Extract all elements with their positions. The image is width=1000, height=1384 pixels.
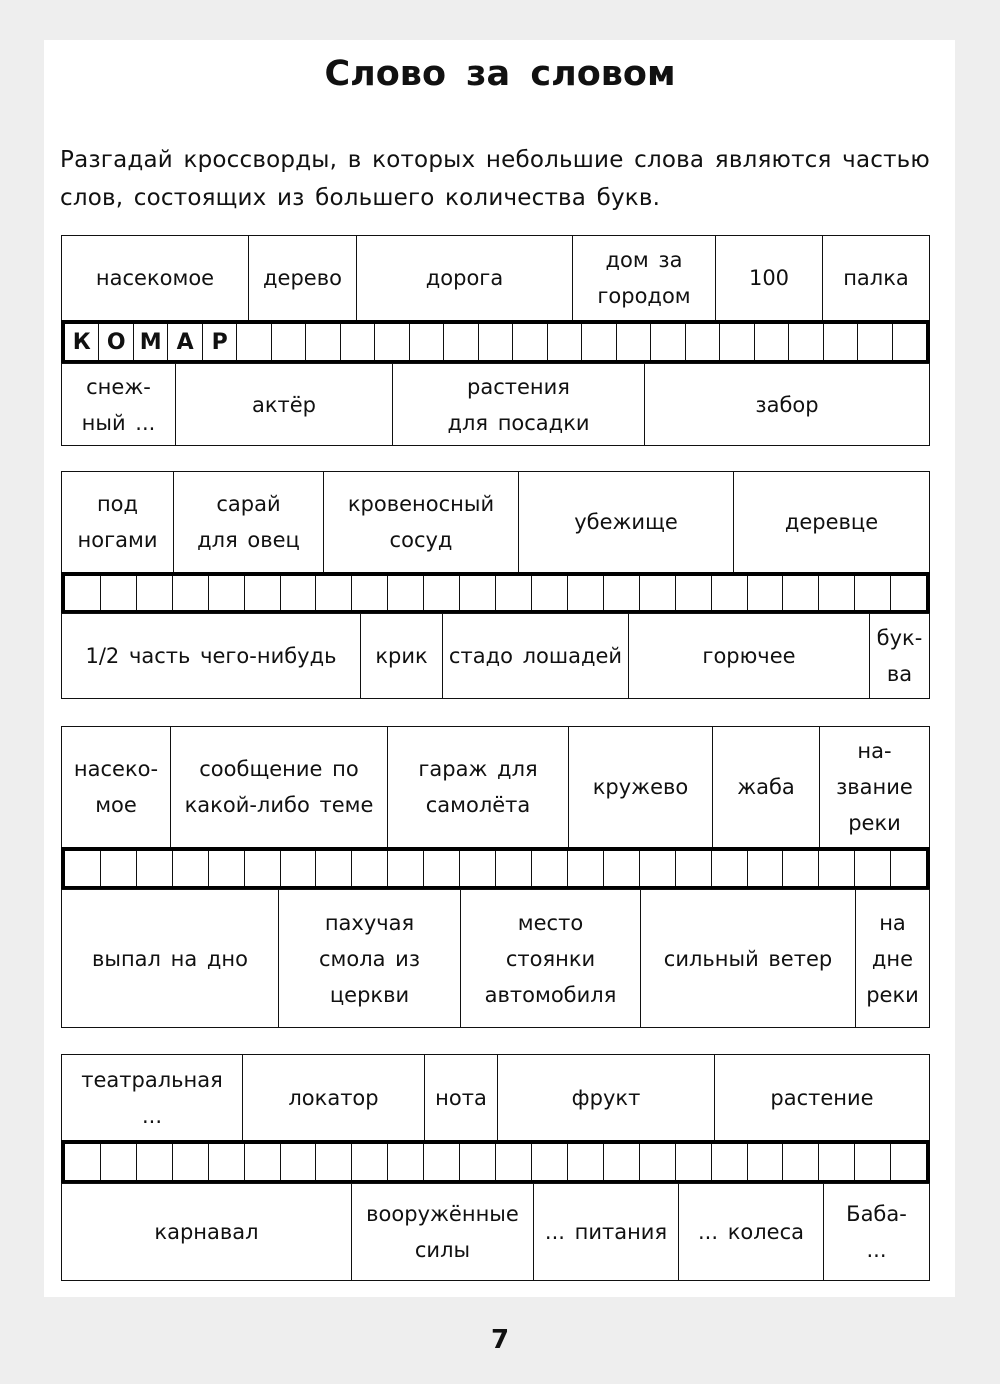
clue: палка [843,266,909,290]
letter-cell[interactable] [460,576,496,610]
letter-cell[interactable] [388,576,424,610]
page-number: 7 [490,1325,510,1355]
clue: растение [770,1085,874,1110]
letter-cell[interactable] [424,851,460,886]
letter-cell[interactable] [281,576,317,610]
letter-cell[interactable] [496,851,532,886]
clue: актёр [176,364,393,445]
puzzle-1-bottom-clues [61,363,930,446]
letter-cell[interactable] [568,576,604,610]
letter-cell[interactable] [316,851,352,886]
letter-cell[interactable] [101,1144,137,1180]
clue: горючее [629,614,870,698]
letter-cell[interactable] [375,324,409,360]
letter-cell[interactable]: Р [203,324,237,360]
letter-cell[interactable] [137,1144,173,1180]
clue: нота [425,1055,498,1140]
letter-cell[interactable] [712,1144,748,1180]
letter-cell[interactable] [568,851,604,886]
letter-cell[interactable] [824,324,858,360]
letter-cell[interactable] [65,1144,101,1180]
clue: бук- ва [876,626,923,686]
letter-cell[interactable] [783,1144,819,1180]
clue: театральная ... [62,1055,243,1140]
clue: 1/2 часть чего-нибудь [62,614,361,698]
clue: карнавал [62,1184,352,1280]
letter-cell[interactable] [101,576,137,610]
letter-cell[interactable] [855,1144,891,1180]
letter-cell[interactable] [676,1144,712,1180]
letter-cell[interactable] [209,576,245,610]
clue: сарай для овец [174,472,324,572]
letter-cell[interactable]: А [168,324,202,360]
letter-cell[interactable] [513,324,547,360]
letter-cell[interactable] [101,851,137,886]
letter-cell[interactable] [173,851,209,886]
clue: ... колеса [679,1184,824,1280]
page-title: Слово за словом [324,54,676,94]
letter-cell[interactable] [209,851,245,886]
letter-cell[interactable] [424,1144,460,1180]
letter-cell[interactable] [532,851,568,886]
letter-cell[interactable] [496,576,532,610]
letter-cell[interactable] [532,576,568,610]
puzzle-4-letter-row [61,1140,930,1184]
letter-cell[interactable] [783,851,819,886]
letter-cell[interactable] [424,576,460,610]
clue: насекомое [62,236,249,320]
letter-cell[interactable] [604,576,640,610]
letter-cell[interactable] [783,576,819,610]
letter-cell[interactable] [748,1144,784,1180]
letter-cell[interactable] [173,1144,209,1180]
clue: фрукт [498,1055,715,1140]
clue: место стоянки автомобиля [461,890,641,1027]
letter-cell[interactable] [306,324,340,360]
letter-cell[interactable] [281,851,317,886]
letter-cell[interactable] [548,324,582,360]
letter-cell[interactable] [245,576,281,610]
letter-cell[interactable] [604,1144,640,1180]
letter-cell[interactable]: М [134,324,168,360]
letter-cell[interactable] [388,1144,424,1180]
clue: пахучая смола из церкви [279,890,461,1027]
letter-cell[interactable] [568,1144,604,1180]
clue: сообщение по какой-либо теме [171,727,388,847]
letter-cell[interactable] [819,576,855,610]
letter-cell[interactable] [893,324,926,360]
letter-cell[interactable]: О [99,324,133,360]
letter-cell[interactable] [479,324,513,360]
puzzle-4-bottom-clues [61,1183,930,1281]
letter-cell[interactable] [748,851,784,886]
letter-cell[interactable] [173,576,209,610]
letter-cell[interactable] [819,1144,855,1180]
letter-cell[interactable] [137,576,173,610]
clue: кружево [569,727,713,847]
letter-cell[interactable] [755,324,789,360]
letter-cell[interactable] [532,1144,568,1180]
letter-cell[interactable] [272,324,306,360]
letter-cell[interactable] [789,324,823,360]
letter-cell[interactable] [352,851,388,886]
letter-cell[interactable] [444,324,478,360]
clue: забор [755,392,819,417]
letter-cell[interactable] [496,1144,532,1180]
letter-cell[interactable] [712,576,748,610]
letter-cell[interactable] [640,1144,676,1180]
letter-cell[interactable] [676,576,712,610]
letter-cell[interactable] [245,851,281,886]
puzzle-3-letter-row [61,847,930,890]
letter-cell[interactable] [858,324,892,360]
letter-cell[interactable] [748,576,784,610]
letter-cell[interactable] [460,851,496,886]
clue: 100 [716,236,823,320]
letter-cell[interactable] [410,324,444,360]
puzzle-2-letter-row [61,572,930,614]
puzzle-1-letter-row [61,320,930,364]
clue: дорога [357,236,573,320]
clue: Баба- ... [846,1202,907,1262]
letter-cell[interactable] [640,576,676,610]
letter-cell[interactable] [891,576,926,610]
letter-cell[interactable] [460,1144,496,1180]
puzzle-1-top-clues [61,235,930,321]
letter-cell[interactable] [651,324,685,360]
letter-cell[interactable] [676,851,712,886]
letter-cell[interactable] [640,851,676,886]
clue: крик [361,614,443,698]
clue: под ногами [62,472,174,572]
clue: локатор [243,1055,425,1140]
letter-cell[interactable] [281,1144,317,1180]
clue: на дне реки [866,910,919,1007]
letter-cell[interactable] [819,851,855,886]
letter-cell[interactable] [245,1144,281,1180]
clue: вооружённые силы [352,1184,534,1280]
letter-cell[interactable] [388,851,424,886]
puzzle-3-top-clues [61,726,930,848]
clue: растения для посадки [393,364,645,445]
clue: убежище [519,472,734,572]
letter-cell[interactable] [341,324,375,360]
letter-cell[interactable] [617,324,651,360]
letter-cell[interactable] [686,324,720,360]
clue: гараж для самолёта [388,727,569,847]
letter-cell[interactable] [720,324,754,360]
letter-cell[interactable] [65,576,101,610]
letter-cell[interactable] [316,576,352,610]
clue: кровеносный сосуд [324,472,519,572]
letter-cell[interactable] [352,1144,388,1180]
letter-cell[interactable] [237,324,271,360]
clue: деревце [784,510,879,534]
letter-cell[interactable] [855,851,891,886]
clue: сильный ветер [641,890,856,1027]
clue: выпал на дно [62,890,279,1027]
clue: снеж- ный ... [62,364,176,445]
puzzle-4-top-clues [61,1054,930,1141]
letter-cell[interactable]: К [65,324,99,360]
puzzle-2-bottom-clues [61,613,930,699]
letter-cell[interactable] [316,1144,352,1180]
clue: дом за городом [573,236,716,320]
clue: на- звание реки [836,739,913,835]
letter-cell[interactable] [582,324,616,360]
letter-cell[interactable] [891,851,926,886]
letter-cell[interactable] [604,851,640,886]
clue: стадо лошадей [443,614,629,698]
clue: насеко- мое [62,727,171,847]
letter-cell[interactable] [137,851,173,886]
clue: дерево [249,236,357,320]
puzzle-3-bottom-clues [61,889,930,1028]
letter-cell[interactable] [855,576,891,610]
letter-cell[interactable] [712,851,748,886]
clue: жаба [713,727,820,847]
clue: ... питания [534,1184,679,1280]
letter-cell[interactable] [65,851,101,886]
letter-cell[interactable] [352,576,388,610]
letter-cell[interactable] [209,1144,245,1180]
instruction-text: Разгадай кроссворды, в которых небольшие слова являются частью слов, состоящих из большего количества букв. [60,147,930,211]
puzzle-2-top-clues [61,471,930,573]
letter-cell[interactable] [891,1144,926,1180]
